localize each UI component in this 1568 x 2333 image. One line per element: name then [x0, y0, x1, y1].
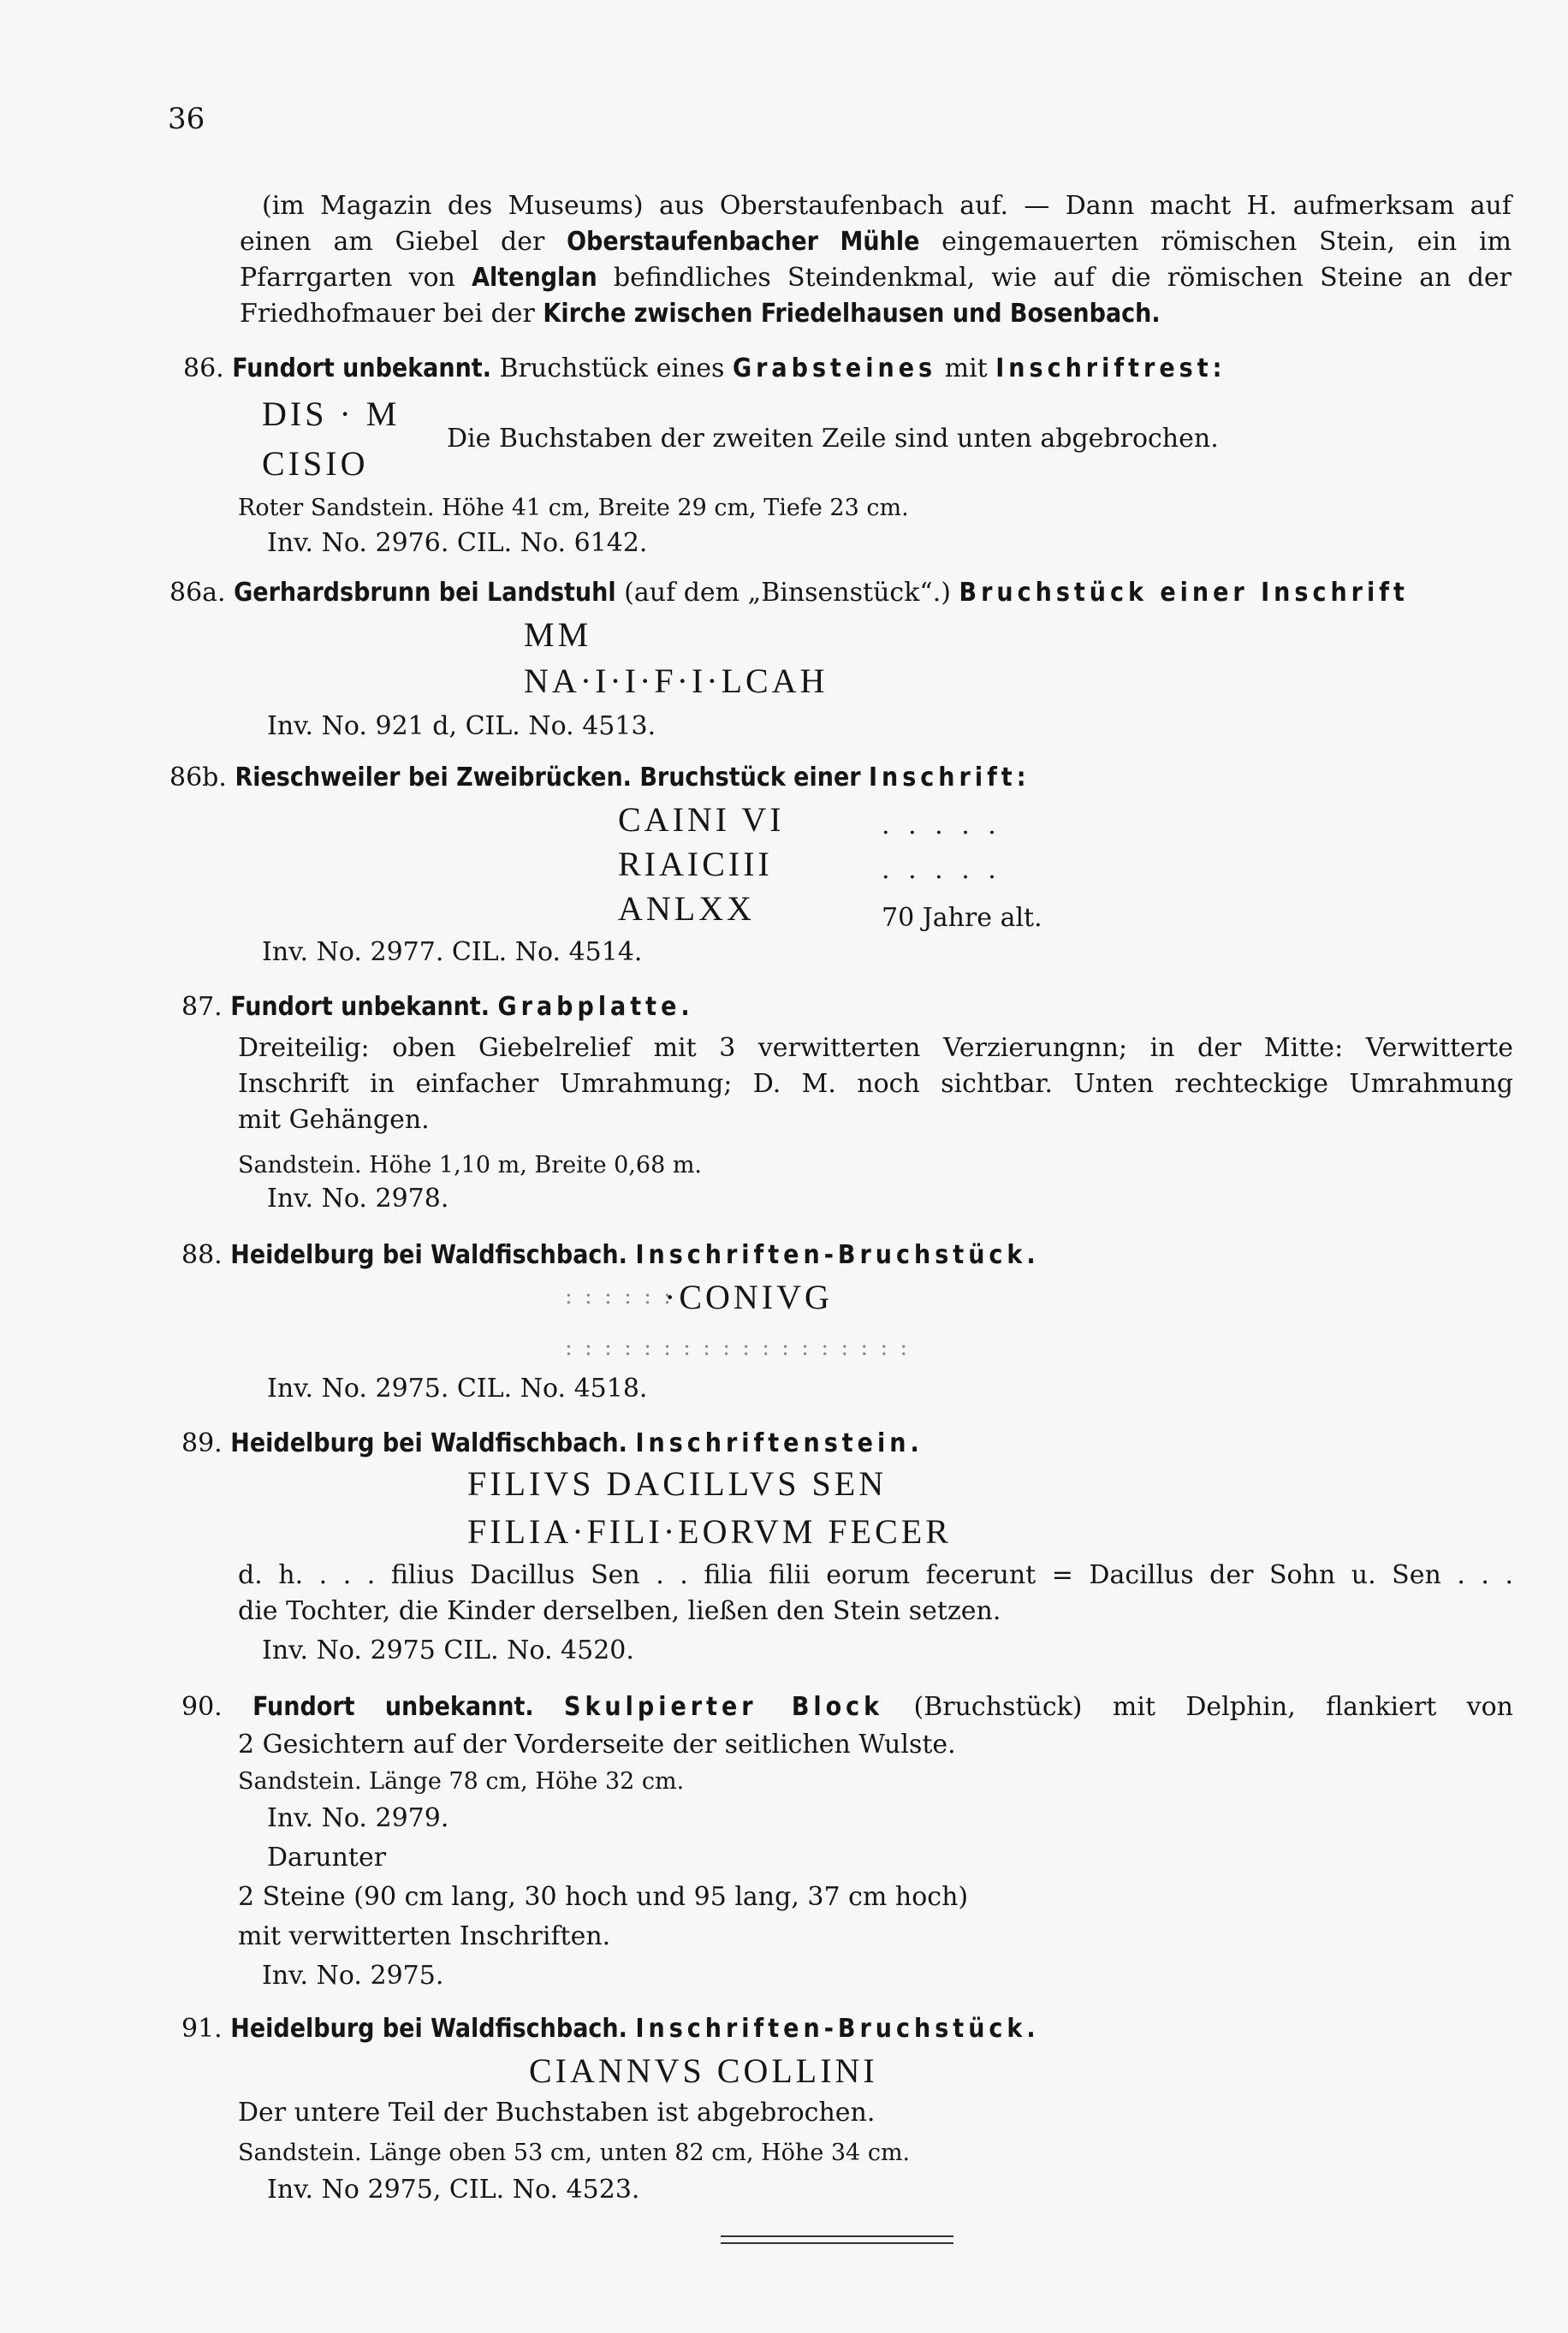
text: (auf dem „Binsenstück“.) — [615, 578, 959, 608]
note: Die Buchstaben der zweiten Zeile sind unten abgebrochen. — [447, 424, 1219, 454]
entry-heading — [181, 994, 694, 1020]
text: einen am Giebel der — [240, 227, 567, 257]
entry-number: 88. — [181, 1240, 223, 1270]
inventory: Inv. No. 2975. CIL. No. 4518. — [267, 1374, 648, 1404]
material: Sandstein. Länge 78 cm, Höhe 32 cm. — [238, 1768, 685, 1795]
entry-heading — [181, 1428, 924, 1458]
find-place: Fundort unbekannt. — [252, 1692, 534, 1722]
lacuna-marks: : : : : : : : : : : : : : : : : : : — [565, 1335, 911, 1361]
inventory: Inv. No. 2977. CIL. No. 4514. — [262, 937, 643, 967]
intro-line-2 — [240, 229, 1512, 255]
place-name: Oberstaufenbacher Mühle — [567, 227, 920, 257]
inscription-line: NA·I·I·F·I·LCAH — [524, 662, 829, 700]
text: d. h. . . . filius Dacillus Sen . . filia filii eorum fecerunt = Dacillus der Sohn u. Sen . . . — [238, 1560, 1513, 1590]
inventory: Inv. No. 2976. CIL. No. 6142. — [267, 528, 648, 558]
inscription-line: MM — [524, 615, 592, 654]
description-line: Der untere Teil der Buchstaben ist abgebrochen. — [238, 2098, 876, 2128]
find-place: Heidelburg bei Waldfischbach. — [230, 1240, 627, 1270]
entry-number: 86a. — [169, 578, 226, 608]
end-rule — [721, 2235, 953, 2237]
entry-number: 87. — [181, 992, 223, 1022]
description-line: 2 Gesichtern auf der Vorderseite der seitlichen Wulste. — [238, 1730, 956, 1760]
intro-line-3 — [240, 265, 1512, 291]
note: 70 Jahre alt. — [882, 903, 1042, 933]
place-name: Altenglan — [472, 263, 597, 293]
description-line: die Tochter, die Kinder derselben, ließen den Stein setzen. — [238, 1596, 1001, 1626]
inscription-line: CAINI VI — [618, 800, 785, 839]
entry-heading — [181, 2016, 1040, 2042]
inventory: Inv. No. 2978. — [267, 1184, 449, 1214]
text: (im Magazin des Museums) aus Oberstaufenbach auf. — Dann macht H. aufmerksam auf — [262, 191, 1512, 221]
text: Inschrift in einfacher Umrahmung; D. M. noch sichtbar. Unten rechteckige Umrahmung — [238, 1069, 1513, 1099]
description-line: mit verwitterten Inschriften. — [238, 1921, 611, 1951]
description-line: mit Gehängen. — [238, 1105, 430, 1135]
entry-number: 90. — [181, 1692, 223, 1722]
object-type: Grabsteines — [732, 353, 937, 383]
inventory: Inv. No. 2975 CIL. No. 4520. — [262, 1635, 634, 1665]
entry-heading — [183, 353, 1226, 383]
object-type: Skulpierter Block — [564, 1692, 884, 1722]
material: Sandstein. Länge oben 53 cm, unten 82 cm, Höhe 34 cm. — [238, 2140, 911, 2166]
object-type: Inschriftrest: — [995, 353, 1226, 383]
inscription-line: CISIO — [262, 444, 369, 483]
inventory: Inv. No. 2979. — [267, 1803, 449, 1833]
inscription-line: ANLXX — [618, 889, 755, 928]
object-type: Grabplatte. — [497, 992, 694, 1022]
inscription-line: CIANNVS COLLINI — [529, 2051, 878, 2090]
end-rule — [721, 2242, 953, 2244]
find-place: Fundort unbekannt. — [232, 353, 491, 383]
page-number: 36 — [168, 102, 205, 136]
inventory: Inv. No. 921 d, CIL. No. 4513. — [267, 711, 656, 741]
entry-heading — [181, 1240, 1040, 1270]
entry-number: 91. — [181, 2014, 223, 2044]
object-type: Inschriftenstein. — [635, 1428, 924, 1458]
description-line: Darunter — [267, 1843, 387, 1873]
find-place: Heidelburg bei Waldfischbach. — [230, 2014, 627, 2044]
text: eingemauerten römischen Stein, ein im — [919, 227, 1512, 257]
material: Sandstein. Höhe 1,10 m, Breite 0,68 m. — [238, 1152, 703, 1178]
lacuna-dots: . . . . . — [882, 855, 1001, 885]
object-type: Bruchstück einer Inschrift — [959, 578, 1409, 608]
description-line: 2 Steine (90 cm lang, 30 hoch und 95 lang, 37 cm hoch) — [238, 1882, 969, 1912]
entry-heading — [181, 1692, 1513, 1722]
inscription-line: ·CONIVG — [664, 1278, 833, 1316]
text: Dreiteilig: oben Giebelrelief mit 3 verwitterten Verzierungnn; in der Mitte: Verwitterte — [238, 1033, 1513, 1063]
text: mit — [936, 353, 996, 383]
text: Bruchstück einer — [631, 763, 869, 793]
inscription-line: RIAICIII — [618, 845, 773, 883]
find-place: Heidelburg bei Waldfischbach. — [230, 1428, 627, 1458]
place-name: Kirche zwischen Friedelhausen und Bosenbach. — [543, 299, 1161, 329]
intro-line-4 — [240, 301, 1161, 327]
text: Pfarrgarten von — [240, 263, 472, 293]
find-place: Rieschweiler bei Zweibrücken. — [235, 763, 632, 793]
inventory: Inv. No 2975, CIL. No. 4523. — [267, 2175, 640, 2205]
lacuna-marks: : : : : : : — [565, 1284, 674, 1309]
entry-heading — [169, 580, 1409, 606]
object-type: Inschrift: — [868, 763, 1030, 793]
find-place: Gerhardsbrunn bei Landstuhl — [234, 578, 616, 608]
object-type: Inschriften-Bruchstück. — [635, 2014, 1040, 2044]
inscription-line: DIS · M — [262, 395, 401, 433]
inventory: Inv. No. 2975. — [262, 1961, 444, 1991]
entry-heading — [169, 765, 1030, 791]
material: Roter Sandstein. Höhe 41 cm, Breite 29 cm, Tiefe 23 cm. — [238, 495, 909, 521]
entry-number: 86. — [183, 353, 224, 383]
entry-number: 86b. — [169, 763, 227, 793]
inscription-line: FILIVS DACILLVS SEN — [467, 1464, 888, 1503]
text: befindliches Steindenkmal, wie auf die römischen Steine an der — [597, 263, 1512, 293]
inscription-line: FILIA·FILI·EORVM FECER — [467, 1512, 952, 1551]
text: (Bruchstück) mit Delphin, flankiert von — [883, 1692, 1513, 1722]
description-line — [238, 1033, 1513, 1063]
find-place: Fundort unbekannt. — [230, 992, 490, 1022]
lacuna-dots: . . . . . — [882, 810, 1001, 840]
description-line — [238, 1069, 1513, 1099]
text: Bruchstück eines — [490, 353, 733, 383]
intro-line-1 — [262, 193, 1512, 219]
entry-number: 89. — [181, 1428, 223, 1458]
text: Friedhofmauer bei der — [240, 299, 543, 329]
description-line — [238, 1560, 1513, 1590]
object-type: Inschriften-Bruchstück. — [635, 1240, 1040, 1270]
